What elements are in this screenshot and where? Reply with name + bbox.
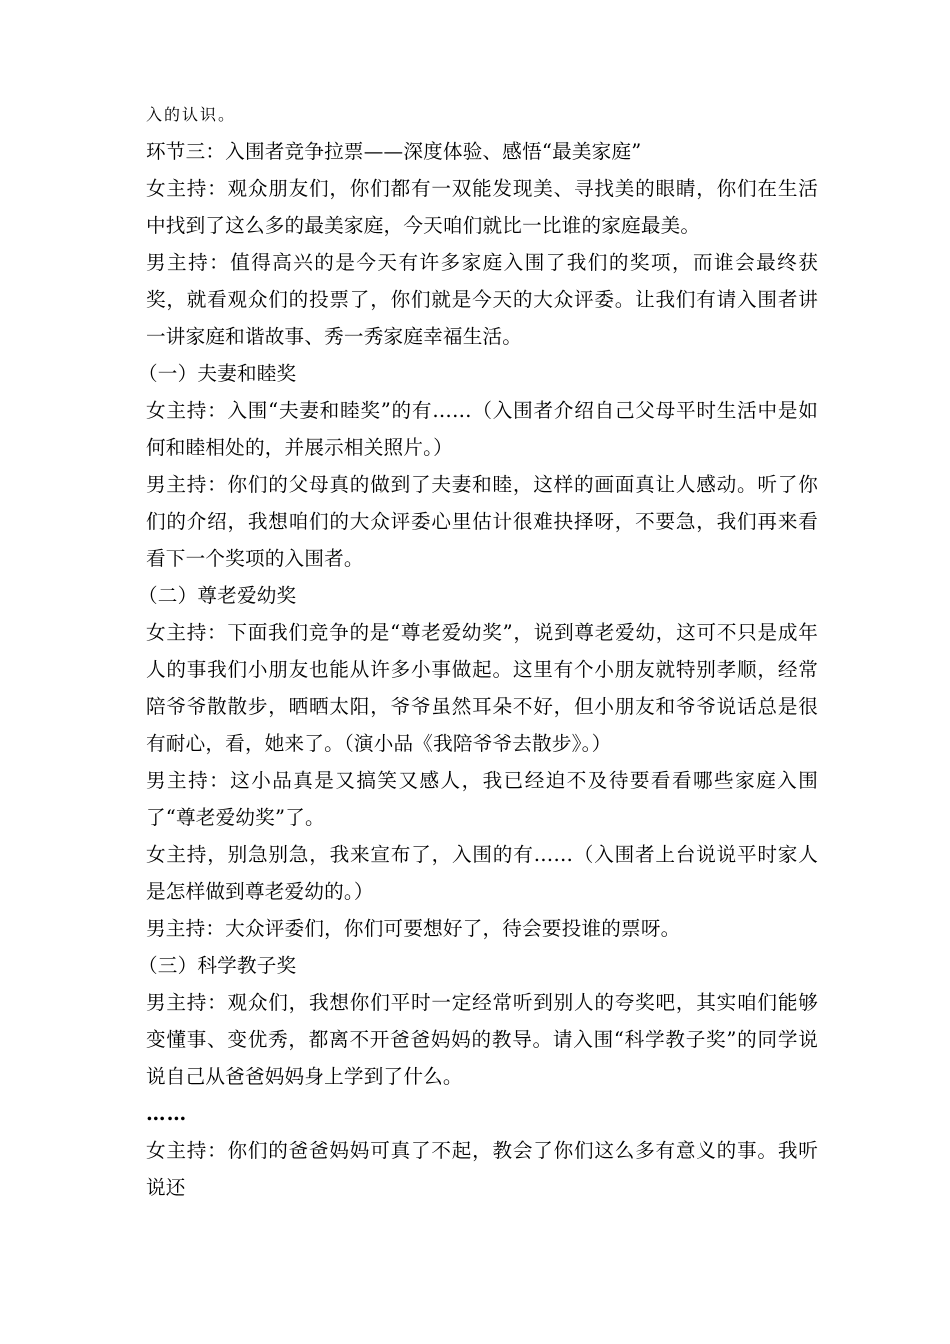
paragraph-male-host: 男主持：这小品真是又搞笑又感人，我已经迫不及待要看看哪些家庭入围了“尊老爱幼奖”了。 <box>146 769 818 829</box>
paragraph-male-host: 男主持：值得高兴的是今天有许多家庭入围了我们的奖项，而谁会最终获奖，就看观众们的投票了，你们就是今天的大众评委。让我们有请入围者讲一讲家庭和谐故事、秀一秀家庭幸福生活。 <box>146 251 818 348</box>
paragraph-female-host: 女主持：下面我们竞争的是“尊老爱幼奖”，说到尊老爱幼，这可不只是成年人的事我们小朋友也能从许多小事做起。这里有个小朋友就特别孝顺，经常陪爷爷散散步，晒晒太阳，爷爷虽然耳朵不好，但小朋友和爷爷说话总是很有耐心，看，她来了。（演小品《我陪爷爷去散步》。） <box>146 621 818 755</box>
paragraph-male-host: 男主持：你们的父母真的做到了夫妻和睦，这样的画面真让人感动。听了你们的介绍，我想咱们的大众评委心里估计很难抉择呀，不要急，我们再来看看下一个奖项的入围者。 <box>146 473 818 570</box>
document-body <box>138 96 818 1206</box>
paragraph-female-host: 女主持：入围“夫妻和睦奖”的有……（入围者介绍自己父母平时生活中是如何和睦相处的，并展示相关照片。） <box>146 399 818 459</box>
paragraph-male-host: 男主持：观众们，我想你们平时一定经常听到别人的夸奖吧，其实咱们能够变懂事、变优秀，都离不开爸爸妈妈的教导。请入围“科学教子奖”的同学说说自己从爸爸妈妈身上学到了什么。 <box>146 991 818 1088</box>
paragraph-male-host: 男主持：大众评委们，你们可要想好了，待会要投谁的票呀。 <box>146 917 681 940</box>
subheading-scientific-parenting-award: （三）科学教子奖 <box>138 954 297 977</box>
paragraph-female-host: 女主持，别急别急，我来宣布了，入围的有……（入围者上台说说平时家人是怎样做到尊老爱幼的。） <box>146 843 818 903</box>
paragraph-female-host: 女主持：观众朋友们，你们都有一双能发现美、寻找美的眼睛，你们在生活中找到了这么多的最美家庭，今天咱们就比一比谁的家庭最美。 <box>146 177 818 237</box>
subheading-respect-elders-award: （二）尊老爱幼奖 <box>138 584 297 607</box>
paragraph-female-host: 女主持：你们的爸爸妈妈可真了不起，教会了你们这么多有意义的事。我听说还 <box>146 1139 818 1199</box>
section-heading-segment-three: 环节三：入围者竞争拉票——深度体验、感悟“最美家庭” <box>146 140 642 163</box>
paragraph-continuation: 入的认识。 <box>146 105 237 124</box>
ellipsis-line: …… <box>146 1102 188 1125</box>
subheading-couple-harmony-award: （一）夫妻和睦奖 <box>138 362 297 385</box>
